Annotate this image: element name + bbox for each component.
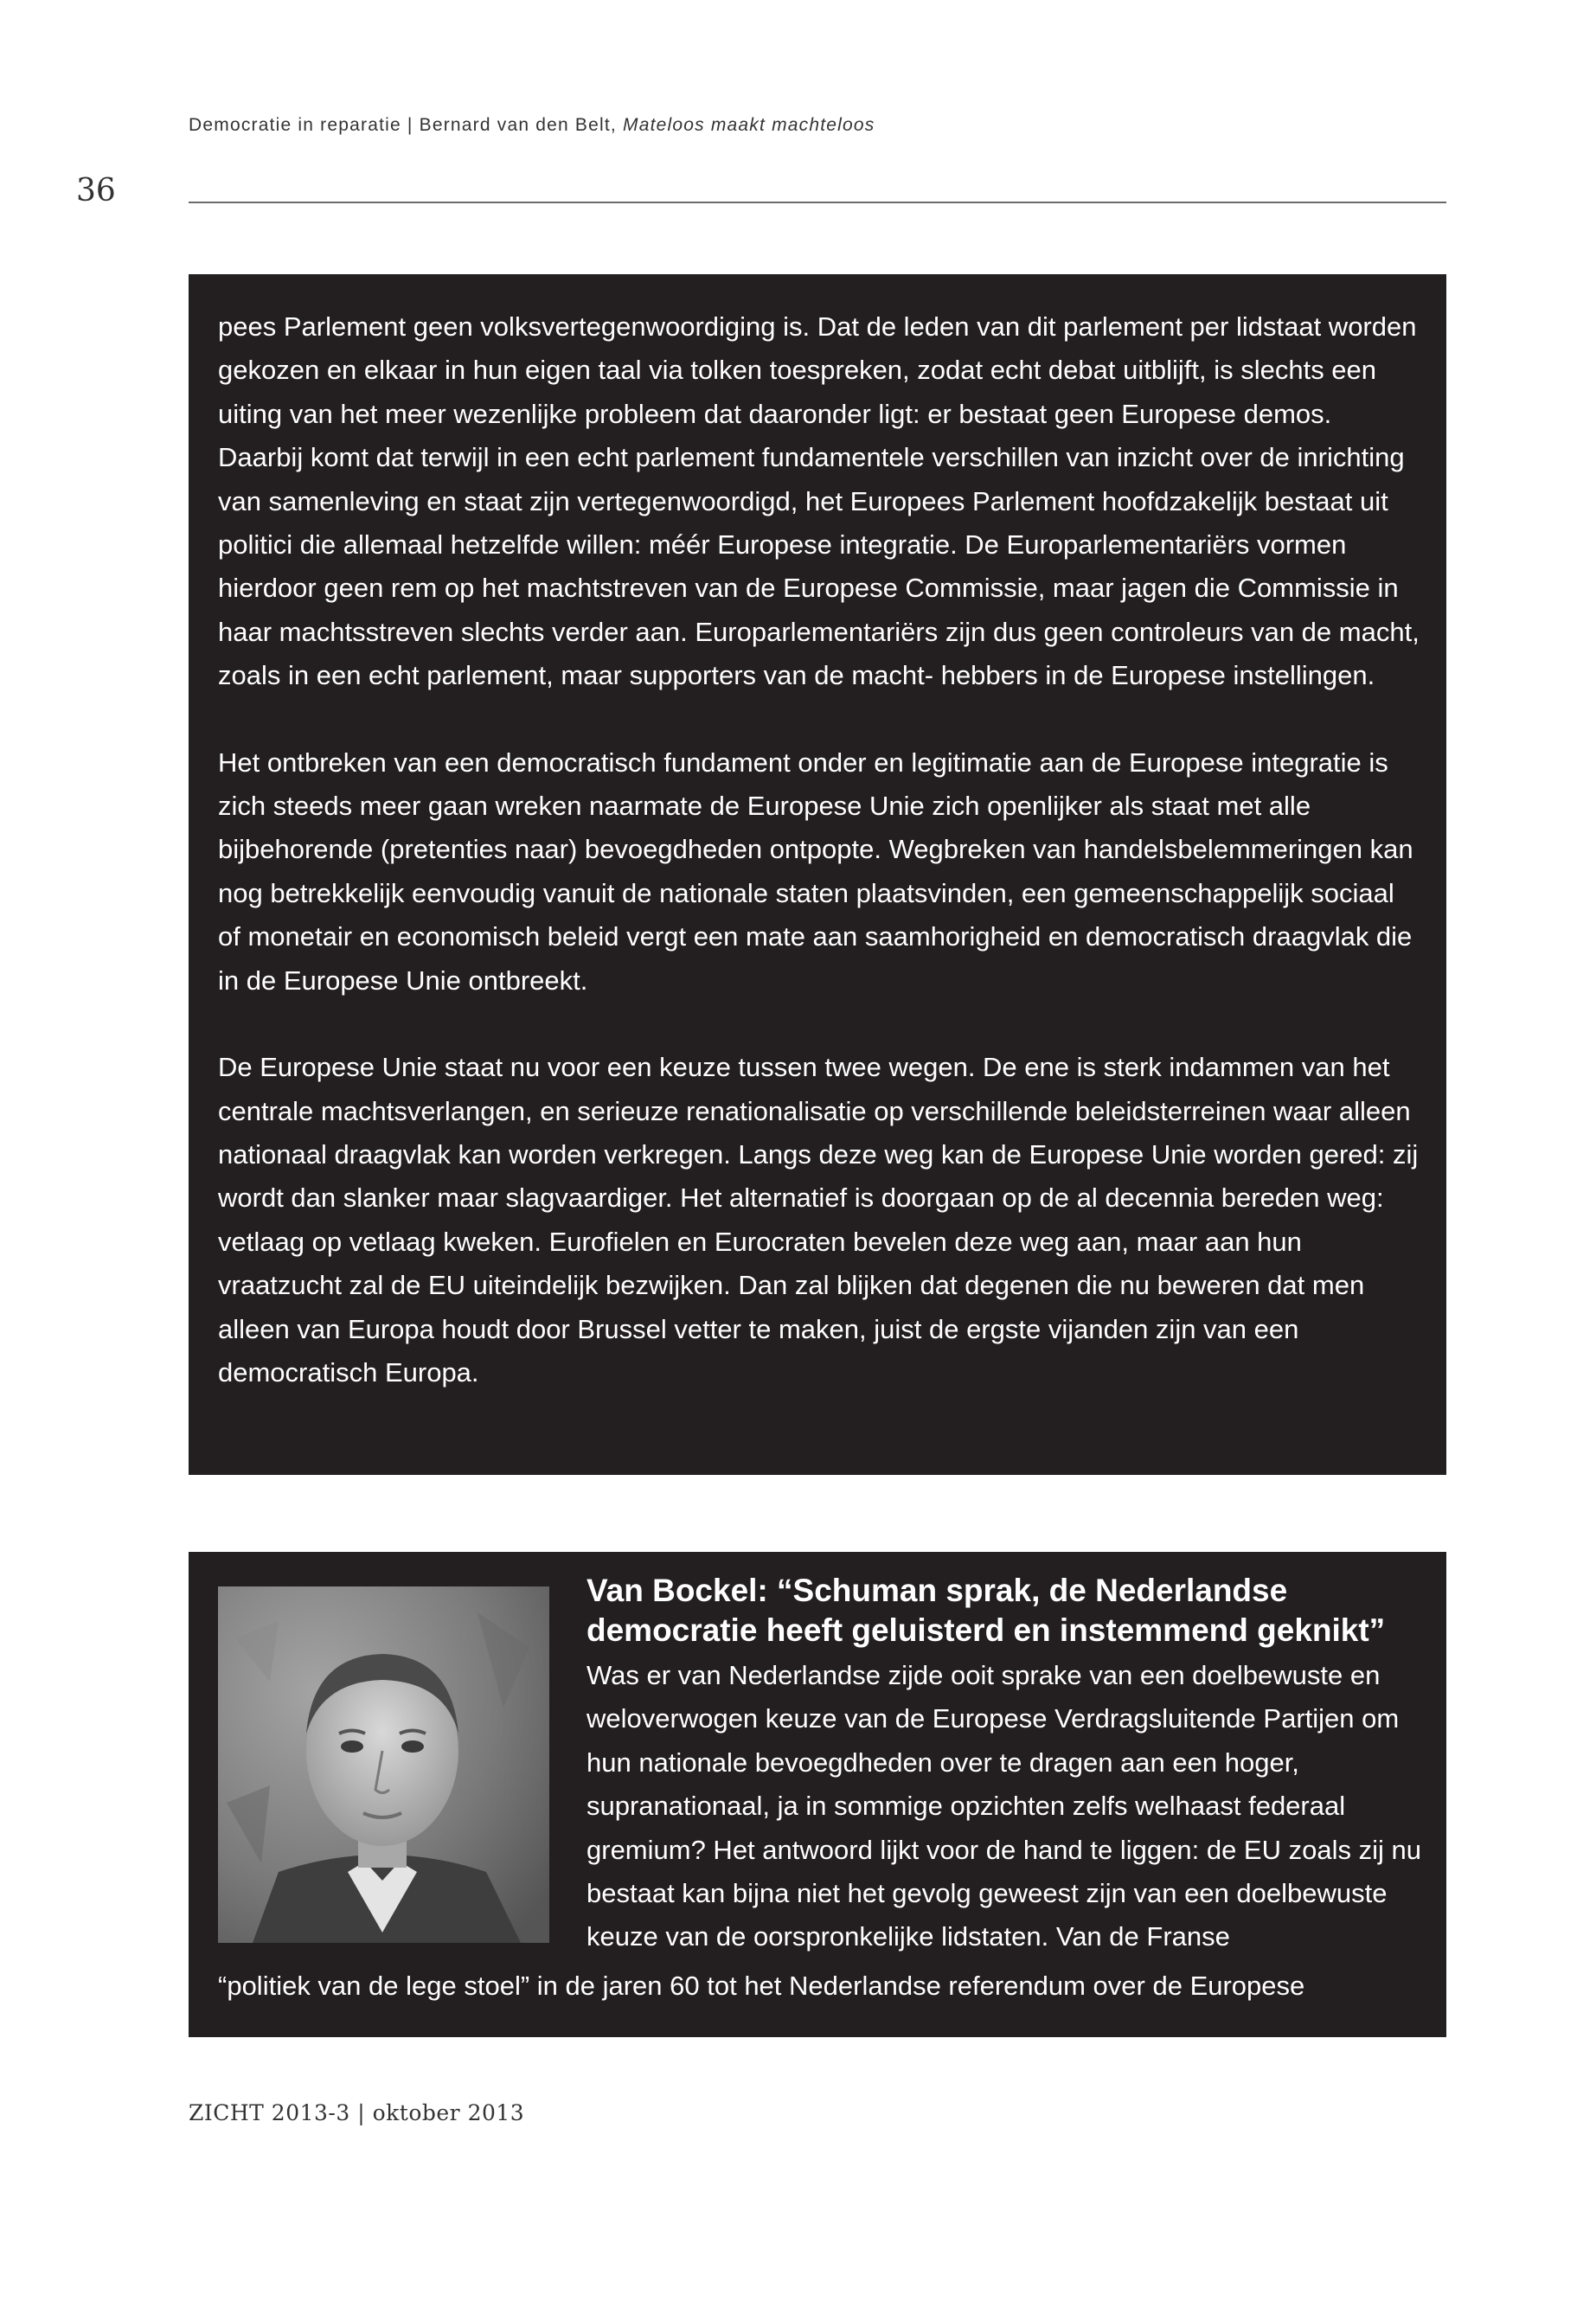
- page-number: 36: [76, 173, 116, 208]
- interview-column: [586, 1571, 1422, 1959]
- running-head-author: Bernard van den Belt,: [419, 115, 617, 135]
- paragraph-spacer: [218, 698, 1420, 741]
- interview-body-continued: “politiek van de lege stoel” in de jaren 60 tot het Nederlandse referendum over de Europese: [218, 1971, 1305, 2001]
- portrait-illustration: [218, 1586, 549, 1943]
- header-rule: [189, 202, 1446, 203]
- running-head-separator: |: [407, 115, 413, 135]
- interview-body: Was er van Nederlandse zijde ooit sprake van een doelbewuste en weloverwogen keuze van de Europese Verdragsluitende Partijen om hun nationale bevoegdheden over te dragen aan een hoger, supranationaal, ja in sommige opzichten zelfs welhaast federaal gremium? Het antwoord lijkt voor de hand te liggen: de EU zoals zij nu bestaat kan bijna niet het gevolg geweest zijn van een doelbewuste keuze van de oorspronkelijke lidstaten. Van de Franse: [586, 1660, 1421, 1952]
- paragraph-spacer: [218, 1003, 1420, 1046]
- text-box-top: [189, 274, 1446, 1475]
- paragraph-1: pees Parlement geen volksvertegenwoordiging is. Dat de leden van dit parlement per lidstaat worden gekozen en elkaar in hun eigen taal via tolken toespreken, zodat echt debat uitblijft, is slechts een uiting van het meer wezenlijke probleem dat daaronder ligt: er bestaat geen Europese demos. Daarbij komt dat terwijl in een echt parlement fundamentele verschillen van inzicht over de inrichting van samenleving en staat zijn vertegenwoordigd, het Europees Parlement hoofdzakelijk bestaat uit politici die allemaal hetzelfde willen: méér Europese integratie. De Europarlementariërs vormen hierdoor geen rem op het machtstreven van de Europese Commissie, maar jagen die Commissie in haar machtsstreven slechts verder aan. Europarlementariërs zijn dus geen controleurs van de macht, zoals in een echt parlement, maar supporters van de macht- hebbers in de Europese instellingen.: [218, 311, 1420, 691]
- footer: ZICHT 2013-3 | oktober 2013: [189, 2100, 525, 2125]
- portrait-photo: [218, 1586, 549, 1943]
- running-head-section: Democratie in reparatie: [189, 115, 401, 135]
- running-head: [189, 115, 875, 136]
- paragraph-2: Het ontbreken van een democratisch fundament onder en legitimatie aan de Europese integratie is zich steeds meer gaan wreken naarmate de Europese Unie zich openlijker als staat met alle bijbehorende (pretenties naar) bevoegdheden ontpopte. Wegbreken van handelsbelemmeringen kan nog betrekkelijk eenvoudig vanuit de nationale staten plaatsvinden, een gemeenschappelijk sociaal of monetair en economisch beleid vergt een mate aan saamhorigheid en democratisch draagvlak die in de Europese Unie ontbreekt.: [218, 747, 1413, 996]
- text-box-bottom: [189, 1552, 1446, 2037]
- interview-heading: Van Bockel: “Schuman sprak, de Nederlandse democratie heeft geluisterd en instemmend geknikt”: [586, 1573, 1386, 1648]
- text-box-top-content: [218, 305, 1420, 1394]
- paragraph-3: De Europese Unie staat nu voor een keuze tussen twee wegen. De ene is sterk indammen van het centrale machtsverlangen, en serieuze renationalisatie op verschillende beleidsterreinen waar alleen nationaal draagvlak kan worden verkregen. Langs deze weg kan de Europese Unie worden gered: zij wordt dan slanker maar slagvaardiger. Het alternatief is doorgaan op de al decennia bereden weg: vetlaag op vetlaag kweken. Eurofielen en Eurocraten bevelen deze weg aan, maar aan hun vraatzucht zal de EU uiteindelijk bezwijken. Dan zal blijken dat degenen die nu beweren dat men alleen van Europa houdt door Brussel vetter te maken, juist de ergste vijanden zijn van een democratisch Europa.: [218, 1052, 1419, 1388]
- running-head-title: Mateloos maakt machteloos: [623, 115, 875, 135]
